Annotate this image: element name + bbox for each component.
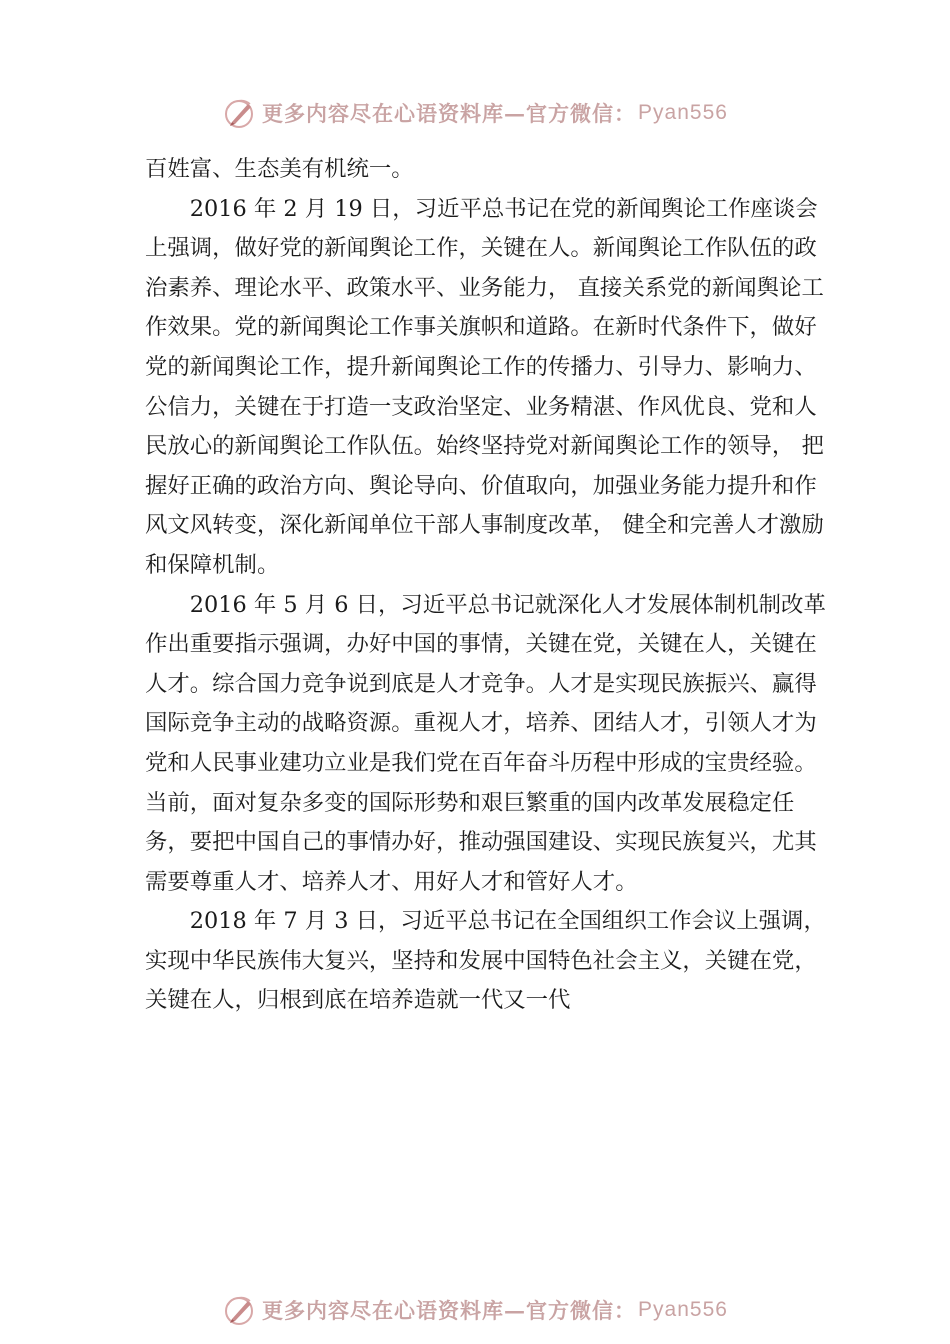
watermark-text: 更多内容尽在心语资料库—官方微信：: [262, 101, 637, 126]
pen-logo-icon: [222, 1293, 256, 1327]
paragraph-2: 2016 年 2 月 19 日，习近平总书记在党的新闻舆论工作座谈会上强调，做好党的新闻舆论工作，关键在人。新闻舆论工作队伍的政治素养、理论水平、政策水平、业务能力， 直接关系党的新闻舆论工作效果。党的新闻舆论工作事关旗帜和道路。在新时代条件下，做好党的新闻舆论工作，提升新闻舆论工作的传播力、引导力、影响力、公信力，关键在于打造一支政治坚定、业务精湛、作风优良、党和人民放心的新闻舆论工作队伍。始终坚持党对新闻舆论工作的领导， 把握好正确的政治方向、舆论导向、价值取向，加强业务能力提升和作风文风转变，深化新闻单位干部人事制度改革， 健全和完善人才激励和保障机制。: [145, 195, 824, 578]
watermark-text: 更多内容尽在心语资料库—官方微信：: [262, 1298, 637, 1323]
pen-logo-icon: [222, 96, 256, 130]
watermark-wechat-id: Pyan556: [638, 1298, 728, 1321]
header-watermark: [0, 93, 950, 133]
paragraph-3: 2016 年 5 月 6 日，习近平总书记就深化人才发展体制机制改革作出重要指示强调，办好中国的事情，关键在党，关键在人，关键在人才。综合国力竞争说到底是人才竞争。人才是实现民族振兴、赢得国际竞争主动的战略资源。重视人才，培养、团结人才，引领人才为党和人民事业建功立业是我们党在百年奋斗历程中形成的宝贵经验。当前，面对复杂多变的国际形势和艰巨繁重的国内改革发展稳定任务，要把中国自己的事情办好，推动强国建设、实现民族复兴，尤其需要尊重人才、培养人才、用好人才和管好人才。: [145, 591, 826, 895]
paragraph-1: 百姓富、生态美有机统一。: [145, 156, 414, 182]
watermark-wechat-id: Pyan556: [638, 101, 728, 124]
document-body: [145, 150, 827, 1021]
paragraph-4: 2018 年 7 月 3 日，习近平总书记在全国组织工作会议上强调，实现中华民族伟大复兴，坚持和发展中国特色社会主义，关键在党，关键在人，归根到底在培养造就一代又一代: [145, 908, 826, 1014]
footer-watermark: [0, 1290, 950, 1330]
